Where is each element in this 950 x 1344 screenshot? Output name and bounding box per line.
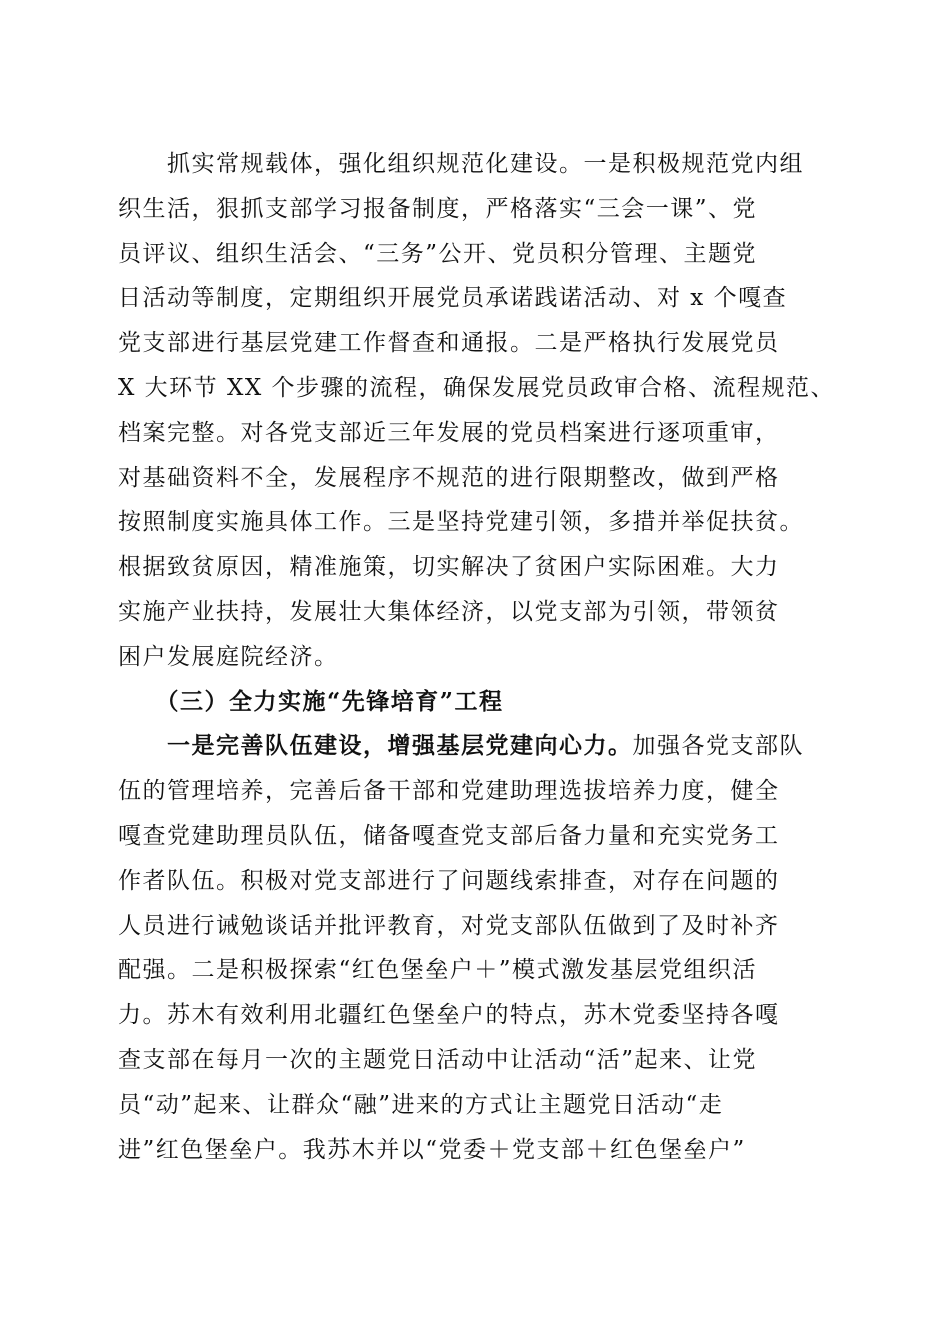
text-line: 根据致贫原因，精准施策，切实解决了贫困户实际困难。大力: [118, 554, 780, 581]
text-line: 抓实常规载体，强化组织规范化建设。一是积极规范党内组: [118, 151, 804, 177]
bold-lead-sentence: 一是完善队伍建设，增强基层党建向心力。: [118, 732, 633, 760]
text-line: 配强。二是积极探索“红色堡垒户＋”模式激发基层党组织活: [118, 957, 758, 984]
body-text: [118, 142, 848, 1172]
text-line: 嘎查党建助理员队伍，储备嘎查党支部后备力量和充实党务工: [118, 822, 780, 849]
text-line: 员“动”起来、让群众“融”进来的方式让主题党日活动“走: [118, 1091, 724, 1118]
text-line: 伍的管理培养，完善后备干部和党建助理选拔培养力度，健全: [118, 778, 780, 805]
text-line: X 大环节 XX 个步骤的流程，确保发展党员政审合格、流程规范、: [118, 374, 836, 401]
text-line: 人员进行诫勉谈话并批评教育，对党支部队伍做到了及时补齐: [118, 912, 780, 939]
text-line: 查支部在每月一次的主题党日活动中让活动“活”起来、让党: [118, 1046, 758, 1073]
text-line-first: [118, 724, 848, 769]
text-line: 对基础资料不全，发展程序不规范的进行限期整改，做到严格: [118, 464, 780, 491]
text-line: 按照制度实施具体工作。三是坚持党建引领，多措并举促扶贫。: [118, 509, 804, 536]
text-line: 员评议、组织生活会、“三务”公开、党员积分管理、主题党: [118, 240, 758, 267]
text-line: 党支部进行基层党建工作督查和通报。二是严格执行发展党员: [118, 330, 780, 357]
text-line: 实施产业扶持，发展壮大集体经济，以党支部为引领，带领贫: [118, 598, 780, 625]
text-line: 力。苏木有效利用北疆红色堡垒户的特点，苏木党委坚持各嘎: [118, 1002, 780, 1029]
section-heading: （三）全力实施“先锋培育”工程: [118, 687, 504, 715]
text-line: 作者队伍。积极对党支部进行了问题线索排查，对存在问题的: [118, 867, 780, 894]
text-line: 进”红色堡垒户。我苏木并以“党委＋党支部＋红色堡垒户”: [118, 1136, 746, 1163]
lead-sentence-rest: 加强各党支部队: [632, 733, 804, 760]
text-line: 织生活，狠抓支部学习报备制度，严格落实“三会一课”、党: [118, 195, 758, 222]
text-line: 日活动等制度，定期组织开展党员承诺践诺活动、对 x 个嘎查: [118, 285, 788, 312]
text-line: 档案完整。对各党支部近三年发展的党员档案进行逐项重审，: [118, 419, 780, 446]
text-line: 困户发展庭院经济。: [118, 643, 339, 670]
